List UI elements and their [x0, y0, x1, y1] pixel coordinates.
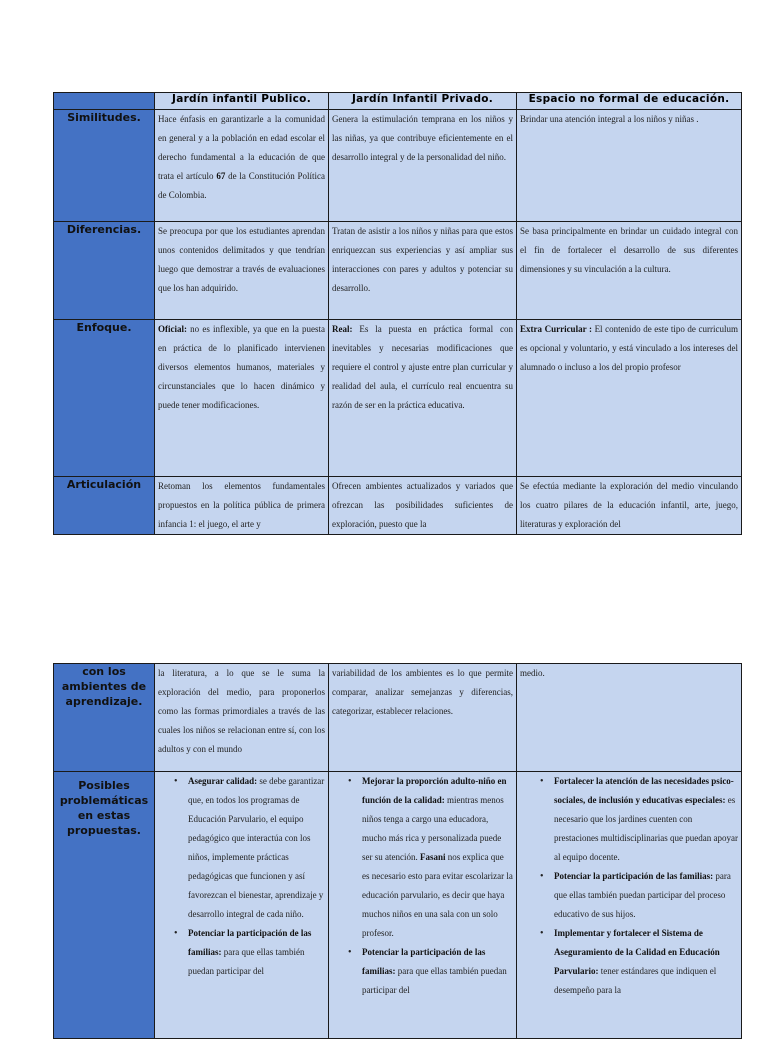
cell-problematicas-private [329, 772, 517, 1039]
cell-diferencias-private: Tratan de asistir a los niños y niñas para que estos enriquezcan sus experiencias y así ampliar sus interacciones con pares y adultos y potenciar su desarrollo. [329, 222, 517, 320]
cell-articulacion-nonformal: Se efectúa mediante la exploración del medio vinculando los cuatro pilares de la educación infantil, arte, juego, literaturas y exploración del [517, 477, 742, 535]
column-header-public: Jardín infantil Publico. [155, 93, 329, 110]
cell-enfoque-private: Real: Es la puesta en práctica formal con inevitables y necesarias modificaciones que requiere el control y ajuste entre plan curricular y realidad del aula, el currículo real encuentra su razón de ser en la práctica educativa. [329, 320, 517, 477]
column-header-private: Jardín Infantil Privado. [329, 93, 517, 110]
row-label-similitudes: Similitudes. [54, 110, 155, 222]
cell-articulacion-private: Ofrecen ambientes actualizados y variados que ofrezcan las posibilidades suficientes de exploración, puesto que la [329, 477, 517, 535]
column-header-nonformal: Espacio no formal de educación. [517, 93, 742, 110]
cell-articulacion-public: Retoman los elementos fundamentales propuestos en la política pública de primera infancia 1: el juego, el arte y [155, 477, 329, 535]
cell-ambientes-private: variabilidad de los ambientes es lo que permite comparar, analizar semejanzas y diferencias, categorizar, establecer relaciones. [329, 664, 517, 772]
cell-similitudes-private: Genera la estimulación temprana en los niños y las niñas, ya que contribuye eficientemente en el desarrollo integral y de la personalidad del niño. [329, 110, 517, 222]
list-item: • Potenciar la participación de las familias: para que ellas también puedan participar del proceso educativo de sus hijos. [554, 867, 738, 924]
row-label-enfoque: Enfoque. [54, 320, 155, 477]
row-label-articulacion: Articulación [54, 477, 155, 535]
row-label-diferencias: Diferencias. [54, 222, 155, 320]
comparison-table-bottom [53, 663, 742, 1039]
list-item: • Asegurar calidad: se debe garantizar que, en todos los programas de Educación Parvulario, el equipo pedagógico que interactúa con los niños, implemente prácticas pedagógicas que funcionen y así favorezcan el bienestar, aprendizaje y desarrollo integral de cada niño. [188, 772, 325, 924]
cell-enfoque-public: Oficial: no es inflexible, ya que en la puesta en práctica de lo planificado intervienen diversos elementos humanos, materiales y circunstanciales que lo hacen dinámico y puede tener modificaciones. [155, 320, 329, 477]
list-item: • Potenciar la participación de las familias: para que ellas también puedan participar del [362, 943, 513, 1000]
cell-ambientes-nonformal: medio. [517, 664, 742, 772]
cell-diferencias-nonformal: Se basa principalmente en brindar un cuidado integral con el fin de fortalecer el desarrollo de sus diferentes dimensiones y su vinculación a la cultura. [517, 222, 742, 320]
list-item: • Fortalecer la atención de las necesidades psico-sociales, de inclusión y educativas especiales: es necesario que los jardines cuenten con prestaciones multidisciplinarias que puedan apoyar al equipo docente. [554, 772, 738, 867]
cell-diferencias-public: Se preocupa por que los estudiantes aprendan unos contenidos delimitados y que tendrían luego que demostrar a través de evaluaciones que los han adquirido. [155, 222, 329, 320]
header-corner-cell [54, 93, 155, 110]
cell-similitudes-public: Hace énfasis en garantizarle a la comunidad en general y a la población en edad escolar el derecho fundamental a la educación de que trata el artículo 67 de la Constitución Política de Colombia. [155, 110, 329, 222]
row-label-ambientes: con los ambientes de aprendizaje. [54, 664, 155, 772]
list-item: • Mejorar la proporción adulto-niño en función de la calidad: mientras menos niños tenga a cargo una educadora, mucho más rica y personalizada puede ser su atención. Fasani nos explica que es necesario esto para evitar escolarizar la educación parvulario, es decir que haya muchos niños en una sala con un solo profesor. [362, 772, 513, 943]
row-label-problematicas: Posibles problemáticas en estas propuestas. [54, 772, 155, 1039]
comparison-table-top [53, 92, 742, 535]
cell-ambientes-public: la literatura, a lo que se le suma la exploración del medio, para proponerlos como las formas primordiales a través de las cuales los niños se relacionan entre sí, con los adultos y con el mundo [155, 664, 329, 772]
cell-problematicas-nonformal [517, 772, 742, 1039]
cell-similitudes-nonformal: Brindar una atención integral a los niños y niñas . [517, 110, 742, 222]
cell-problematicas-public [155, 772, 329, 1039]
cell-enfoque-nonformal: Extra Curricular : El contenido de este tipo de curriculum es opcional y voluntario, y está vinculado a los intereses del alumnado o incluso a los del propio profesor [517, 320, 742, 477]
list-item: • Implementar y fortalecer el Sistema de Aseguramiento de la Calidad en Educación Parvulario: tener estándares que indiquen el desempeño para la [554, 924, 738, 1000]
list-item: • Potenciar la participación de las familias: para que ellas también puedan participar del [188, 924, 325, 981]
